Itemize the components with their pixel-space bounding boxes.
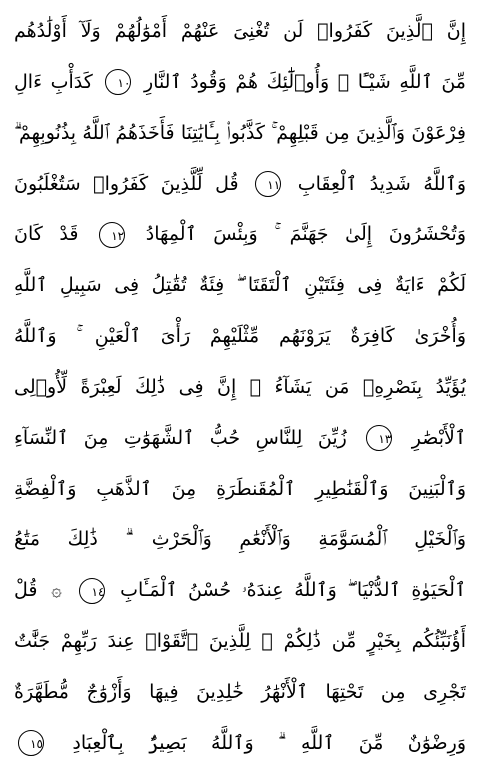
verse-text: فِرْعَوْنَ وَٱلَّذِينَ مِن قَبْلِهِمْ ۚ كَذَّبُوا۟ بِـَٔايَٰتِنَا فَأَخَذَهُمُ ٱللَّهُ بِذُنُوبِهِمْ ۗ [14, 121, 466, 144]
verse-text: تَجْرِى مِن تَحْتِهَا ٱلْأَنْهَٰرُ خَٰلِدِينَ فِيهَا وَأَزْوَٰجٌ مُّطَهَّرَةٌ [14, 680, 466, 703]
verse-text: وَأُخْرَىٰ كَافِرَةٌ يَرَوْنَهُم مِّثْلَيْهِمْ رَأْىَ ٱلْعَيْنِ ۚ وَٱللَّهُ [14, 325, 466, 348]
verse-text: يُؤَيِّدُ بِنَصْرِهِۦ مَن يَشَآءُ ۗ إِنَّ فِى ذَٰلِكَ لَعِبْرَةً لِّأُو۟لِى [14, 375, 466, 398]
verse-text: إِنَّ ٱلَّذِينَ كَفَرُوا۟ لَن تُغْنِىَ عَنْهُمْ أَمْوَٰلُهُمْ وَلَآ أَوْلَٰدُهُم [14, 20, 466, 42]
ayah-number-marker: ١٤ [79, 578, 105, 604]
verse-text: وَٱللَّهُ شَدِيدُ ٱلْعِقَابِ [297, 172, 466, 195]
verse-text-continued: قُلْ [14, 579, 38, 602]
ayah-number-marker: ١٢ [99, 222, 125, 248]
ayah-number-marker: ١٣ [366, 425, 392, 451]
verse-line-5 [14, 209, 466, 259]
verse-line-12 [14, 565, 466, 615]
ayah-number-marker: ١١ [255, 171, 281, 197]
verse-text: وَتُحْشَرُونَ إِلَىٰ جَهَنَّمَ ۚ وَبِئْسَ ٱلْمِهَادُ [145, 223, 466, 246]
verse-text: أَؤُنَبِّئُكُم بِخَيْرٍ مِّن ذَٰلِكُمْ ۚ لِلَّذِينَ ٱتَّقَوْا۟ عِندَ رَبِّهِمْ جَنَّٰتٌ [14, 630, 466, 653]
verse-text: لَكُمْ ءَايَةٌ فِى فِئَتَيْنِ ٱلْتَقَتَا ۖ فِئَةٌ تُقَٰتِلُ فِى سَبِيلِ ٱللَّهِ [14, 274, 466, 297]
verse-text: وَرِضْوَٰنٌ مِّنَ ٱللَّهِ ۗ وَٱللَّهُ بَصِيرٌۢ بِٱلْعِبَادِ [72, 731, 466, 754]
verse-line-4 [14, 159, 466, 209]
verse-line-14 [14, 667, 466, 717]
verse-line-1 [14, 6, 466, 56]
verse-text-continued: قَدْ كَانَ [14, 223, 79, 246]
ayah-number-marker: ١٥ [18, 730, 44, 756]
verse-text: مِّنَ ٱللَّهِ شَيْـًٔا ۖ وَأُو۟لَٰٓئِكَ هُمْ وَقُودُ ٱلنَّارِ [143, 70, 466, 93]
verse-line-10 [14, 464, 466, 514]
verse-text: ٱلْحَيَوٰةِ ٱلدُّنْيَا ۖ وَٱللَّهُ عِندَهُۥ حُسْنُ ٱلْمَـَٔابِ [120, 579, 466, 602]
verse-line-7 [14, 311, 466, 361]
verse-line-13 [14, 616, 466, 666]
verse-lines [14, 6, 466, 768]
hizb-quarter-icon: ۞ [51, 579, 62, 601]
verse-text: وَٱلْبَنِينَ وَٱلْقَنَٰطِيرِ ٱلْمُقَنطَرَةِ مِنَ ٱلذَّهَبِ وَٱلْفِضَّةِ [14, 477, 466, 500]
verse-text: وَٱلْخَيْلِ ٱلْمُسَوَّمَةِ وَٱلْأَنْعَٰمِ وَٱلْحَرْثِ ۗ ذَٰلِكَ مَتَٰعُ [14, 528, 466, 551]
verse-text-continued: زُيِّنَ لِلنَّاسِ حُبُّ ٱلشَّهَوَٰتِ مِنَ ٱلنِّسَآءِ [14, 426, 347, 449]
verse-line-6 [14, 260, 466, 310]
verse-line-3 [14, 108, 466, 158]
verse-text: ٱلْأَبْصَٰرِ [411, 426, 466, 449]
verse-line-15 [14, 718, 466, 768]
ayah-number-marker: ١٠ [105, 69, 131, 95]
verse-line-8 [14, 362, 466, 412]
verse-text-continued: قُل لِّلَّذِينَ كَفَرُوا۟ سَتُغْلَبُونَ [14, 172, 239, 195]
verse-text-continued: كَدَأْبِ ءَالِ [14, 70, 93, 93]
verse-line-9 [14, 413, 466, 463]
verse-line-2 [14, 57, 466, 107]
verse-line-11 [14, 514, 466, 564]
